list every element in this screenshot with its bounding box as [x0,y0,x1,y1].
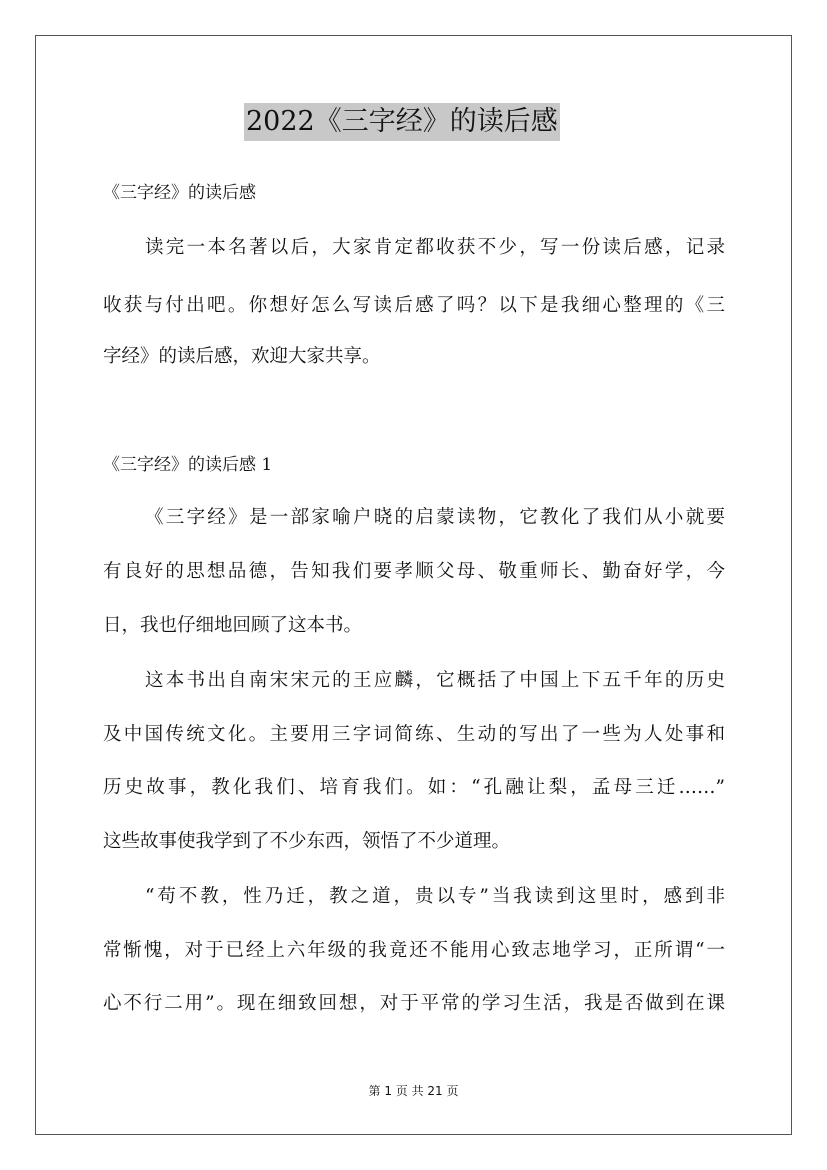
paragraph-line: 有良好的思想品德，告知我们要孝顺父母、敬重师长、勤奋好学，今 [103,561,725,582]
page-footer: 第 1 页 共 21 页 [368,1084,459,1098]
paragraph-line: 历史故事，教化我们、培育我们。如：“孔融让梨，孟母三迁……” [103,777,725,798]
paragraph-line: 常惭愧，对于已经上六年级的我竟还不能用心致志地学习，正所谓“一 [103,940,725,961]
paragraph-line: 这些故事使我学到了不少东西，领悟了不少道理。 [103,831,511,852]
paragraph-line: 《三字经》是一部家喻户晓的启蒙读物，它教化了我们从小就要 [145,507,725,528]
paragraph-line: 及中国传统文化。主要用三字词简练、生动的写出了一些为人处事和 [103,724,725,745]
section-heading: 《三字经》的读后感 1 [103,455,273,475]
section-heading: 《三字经》的读后感 [103,183,256,203]
paragraph-line: 日，我也仔细地回顾了这本书。 [103,615,363,636]
intro-line: 收获与付出吧。你想好怎么写读后感了吗？以下是我细心整理的《三 [103,295,725,316]
paragraph-line: “苟不教，性乃迁，教之道，贵以专”当我读到这里时，感到非 [145,886,725,907]
paragraph-line: 心不行二用”。现在细致回想，对于平常的学习生活，我是否做到在课 [103,993,725,1014]
document-title: 2022《三字经》的读后感 [244,103,560,141]
intro-line: 读完一本名著以后，大家肯定都收获不少，写一份读后感，记录 [145,237,725,258]
intro-line: 字经》的读后感，欢迎大家共享。 [103,346,381,367]
paragraph-line: 这本书出自南宋宋元的王应麟，它概括了中国上下五千年的历史 [145,670,725,691]
